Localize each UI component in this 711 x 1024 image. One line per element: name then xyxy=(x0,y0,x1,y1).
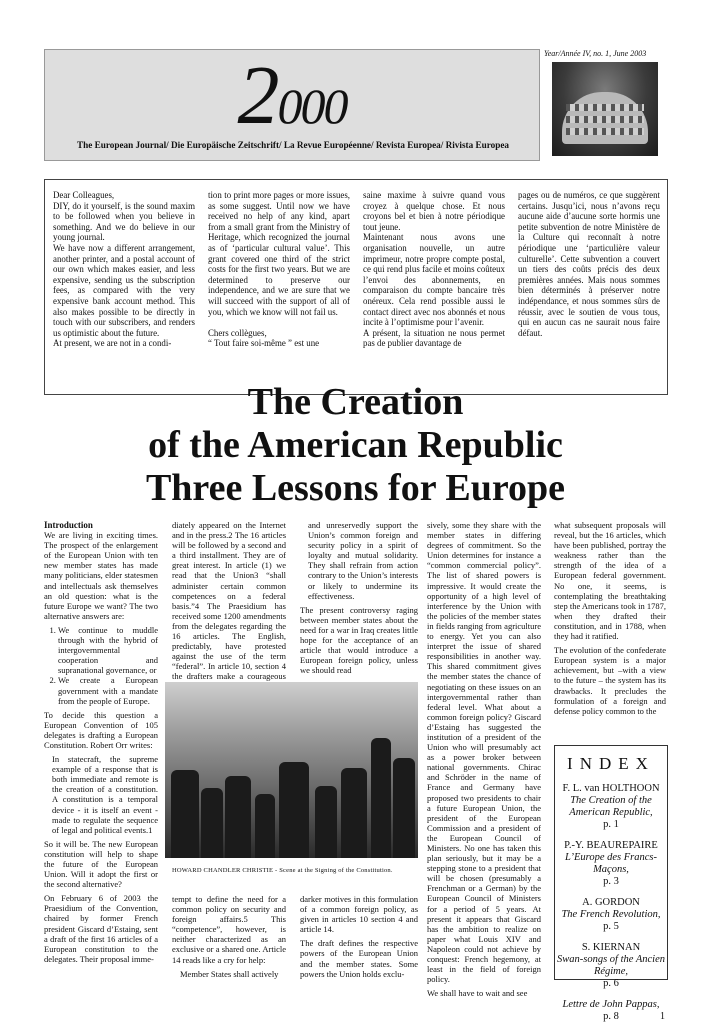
masthead xyxy=(44,49,540,161)
index-title: INDEX xyxy=(567,754,655,773)
index-entry[interactable]: P.-Y. BEAUREPAIRE L’Europe des Francs-Maçons, p. 3 xyxy=(564,840,658,887)
index-entry[interactable]: F. L. van HOLTHOON The Creation of the American Republic, p. 1 xyxy=(562,783,660,830)
article-column-5: what subsequent proposals will reveal, but the 16 articles, which have been published, portray the weakness rather than the strength of the idea of a European federal government. No one, it seems, is contemplating the breathtaking step the Americans took in 1787, when they drafted their constitution, and in 1788, when they had it ratified. The evolution of the confederate European system is a major achievement, but –with a view to the future – the system has its drawbacks. It precludes the formulation of a foreign and defense policy common to the xyxy=(554,520,666,716)
article-headline: The Creation of the American Republic Three Lessons for Europe xyxy=(145,381,566,509)
letter-column-1: Dear Colleagues, DIY, do it yourself, is the sound maxim to be followed when you believe in something. And we do believe in our young journal. We have now a different arrangement, another printer, and a postal account of our own which makes easier, and less expensive, sending us the subscription fees, as compared with the very expensive bank account method. This also makes possible to be directly in touch with our subscribers, and renders us optimistic about the future. At present, we are not in a condi- xyxy=(53,190,195,349)
logo-zeros: 000 xyxy=(277,78,347,134)
journal-logo xyxy=(45,49,539,142)
index-entry[interactable]: A. GORDON The French Revolution, p. 5 xyxy=(561,897,661,932)
section-heading: Introduction xyxy=(44,520,93,530)
painting-caption: HOWARD CHANDLER CHRISTIE - Scene at the Signing of the Constitution. xyxy=(172,867,393,874)
article-column-4: sively, some they share with the member states in differing degrees of commitment. So the Union determines for instance a “common commercial policy”. The list of shared powers is impressive. It would create the opportunity of a high level of interference by the Union with the policies of the member states in fields ranging from agriculture to energy. Yet you can also interpret the issue of shared responsibilities in another way. This shared commitment gives the member states the chance of negotiating on these issues on an intergovernmental rather than federal level. What about a common foreign policy? Giscard d’Estaing has suggested the institution of a president of the Union who will presumably act as a power broker between national governments. Chirac and Schröder in the name of France and Germany have proposed two presidents to chair a future European Union, the president of the European Commission and a president of the European Council of Ministers. No one has taken this plan seriously, but it may be a stepping stone to a president that will be chosen (presumably a Frenchman or a German) by the European Council of Ministers for a period of 5 years. At present it appears that Giscard has the ambition to realize on paper what Louis XIV and Napoleon could not achieve by conquest: French hegemony, at least in the field of foreign policy. We shall have to wait and see xyxy=(427,520,541,999)
article-column-1: Introduction We are living in exciting times. The prospect of the enlargement of the European Union with ten new member states has made many politicians, elder statesmen and intellectuals ask themselves an old question: what is the future Europe we want? The two alternative answers are: 1. We continue to muddle through with the hybrid of intergovernmental cooperation and supranational governance, or 2. We create a European government with a mandate from the people of Europe. To decide this question a European Convention of 105 delegates is drafting a European Constitution. Robert Orr writes: In statecraft, the supreme example of a response that is both immediate and remote is the creation of a constitution. A constitution is a temporal device - it is itself an event - made to regulate the sequence of legal and political events.1 So it will be. The new European constitution will help to shape the future of the European Union. Will it adopt the first or the second alternative? On February 6 of 2003 the Praesidium of the Convention, chaired by former French president Giscard d’Estaing, sent a draft of the first 16 articles of a European constitution to the delegates. Their proposal imme- xyxy=(44,520,158,968)
alternatives-list: 1. We continue to muddle through with the hybrid of intergovernmental cooperation and supranational governance, or 2. We create a European government with a mandate from the people of Europe. xyxy=(44,625,158,706)
article-column-2: diately appeared on the Internet and in the press.2 The 16 articles will be followed by a second and a third installment. They are of great interest. In article (1) we read that the Union3 “shall administer certain common competences on a federal basis.”4 The Praesidium has received some 1200 amendments from the delegates regarding the 16 articles. The English, predictably, have protested against the use of the term “federal”. In article 10, section 4 the drafters make a courageous xyxy=(172,520,286,682)
letter-column-4: pages ou de numéros, ce que suggèrent certains. Jusqu’ici, nous n’avons reçu aucune aide d’aucune sorte hormis une petite subvention de notre Ministère de la Culture qui reconnaît à notre périodique une ‘particulière valeur culturelle’. Cette subvention a couvert un tiers des coûts précis des deux premières années. Mais nous sommes bien déterminés à préserver notre indépendance, et nous sommes sûrs de réussir, avec le soutien de vous tous, qui en aucun cas ne saurait nous faire défaut. xyxy=(518,190,660,338)
index-entry[interactable]: S. KIERNAN Swan-songs of the Ancien Régime, p. 6 xyxy=(556,942,665,989)
letter-column-2: tion to print more pages or more issues, as some suggest. Until now we have received no help of any kind, apart from a small grant from the Ministry of Heritage, which recognized the journal as of ‘particular cultural value’. This grant covered one third of the strict costs for the first two years. But we are determined to preserve our independence, and we are sure that we will succeed with the support of all of you, which we know will not fail us. Chers collègues, “ Tout faire soi-même ” est une xyxy=(208,190,350,349)
issue-line: Year/Année IV, no. 1, June 2003 xyxy=(544,49,647,58)
letter-column-3: saine maxime à suivre quand vous croyez à quelque chose. Et nous croyons bel et bien à notre périodique tout jeune. Maintenant nous avons une organisation nouvelle, un autre imprimeur, notre propre compte postal, ce qui rend plus facile et moins coûteux l’envoi des abonnements, en comparaison du compte bancaire très onéreux. Cela rend possible aussi le contact direct avec nos abonnés et nous incite à l’optimisme pour l’avenir. A présent, la situation ne nous permet pas de publier davantage de xyxy=(363,190,505,349)
index-box xyxy=(554,745,668,1022)
orr-quote: In statecraft, the supreme example of a response that is both immediate and remote is the creation of a constitution. A constitution is a temporal device - it is itself an event - made to regulate the sequence of legal and political events.1 xyxy=(52,754,158,835)
constitution-signing-painting xyxy=(165,682,418,858)
page-number: 1 xyxy=(660,1011,665,1022)
article-column-3-continued: darker motives in this formulation of a common foreign policy, as given in articles 10 section 4 and article 14. The draft defines the respective powers of the European Union and the member states. Some powers the Union holds exclu- xyxy=(300,894,418,979)
article-14-quote: and unreservedly support the Union’s common foreign and security policy in a spirit of loyalty and mutual solidarity. They shall refrain from action contrary to the Union’s interests or likely to undermine its effectiveness. xyxy=(308,520,418,601)
editorial-letter-box xyxy=(44,179,668,395)
article-column-2-continued: tempt to define the need for a common policy on security and foreign affairs.5 This “competence”, however, is neither characterized as an exclusive or a shared one. Article 14 reads like a cry for help: Member States shall actively xyxy=(172,894,286,979)
index-entry[interactable]: Lettre de John Pappas, p. 8 xyxy=(562,999,660,1022)
logo-number: 2 xyxy=(237,49,278,142)
journal-subtitle: The European Journal/ Die Europäische Zeitschrift/ La Revue Européenne/ Revista Europea/ Rivista Europea xyxy=(76,140,509,150)
colosseum-photo xyxy=(552,62,658,156)
article-column-3: and unreservedly support the Union’s common foreign and security policy in a spirit of loyalty and mutual solidarity. They shall refrain from action contrary to the Union’s interests or likely to undermine its effectiveness. The present controversy raging between member states about the need for a war in Iraq creates little hope for the acceptance of an article that would introduce a European foreign policy, unless we should read xyxy=(300,520,418,676)
